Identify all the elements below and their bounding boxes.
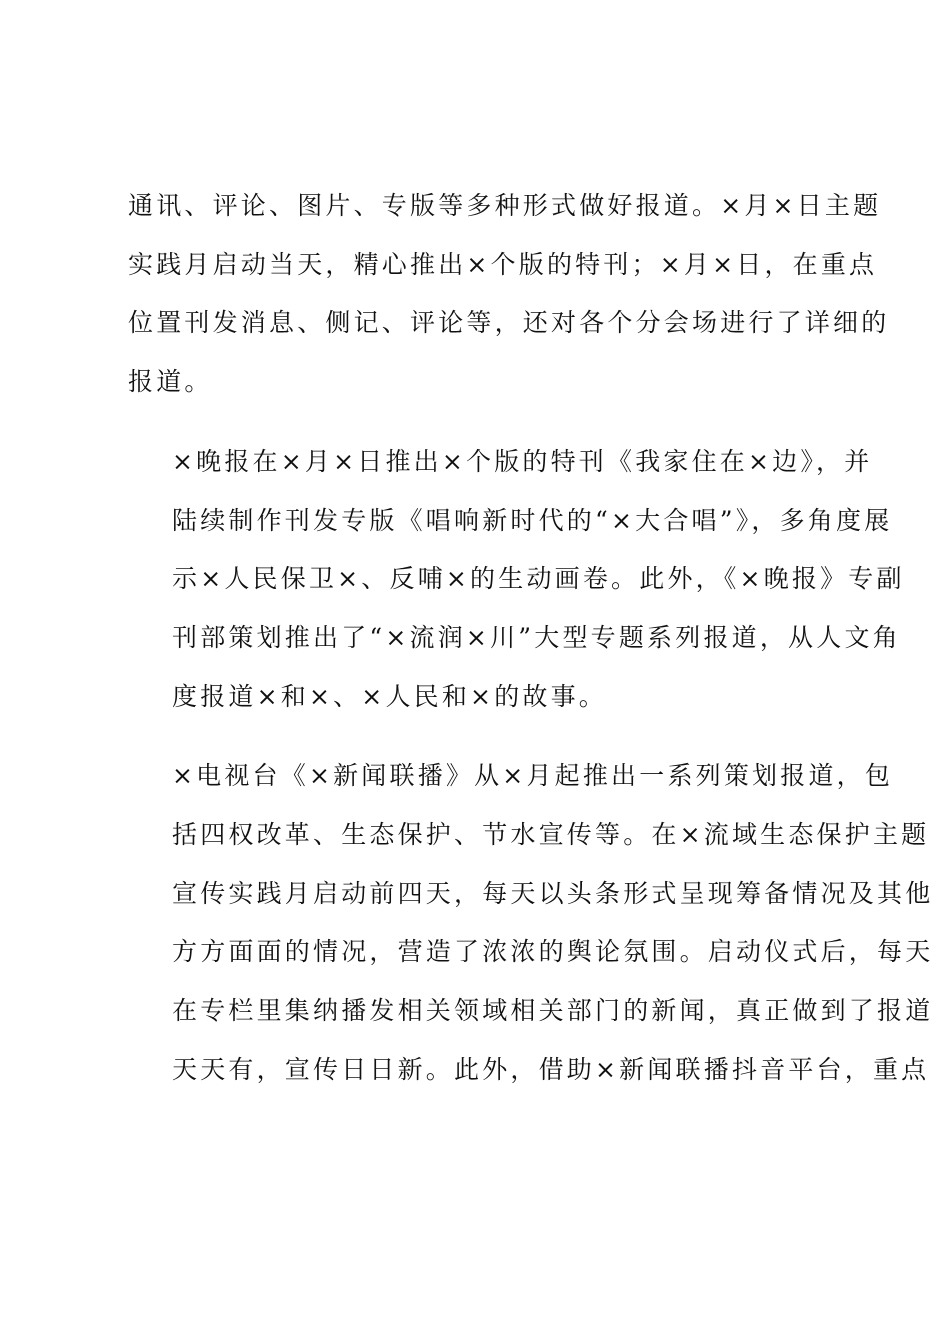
- paragraph-1: [128, 177, 890, 412]
- body-text: [128, 177, 934, 1100]
- text-line: ×晚报在×月×日推出×个版的特刊《我家住在×边》，并: [172, 446, 873, 476]
- text-line: 示×人民保卫×、反哺×的生动画卷。此外，《×晚报》专副: [172, 564, 905, 594]
- text-line: 天天有，宣传日日新。此外，借助×新闻联播抖音平台，重点: [172, 1054, 930, 1084]
- text-line: 通讯、评论、图片、专版等多种形式做好报道。×月×日主题: [128, 191, 882, 220]
- paragraph-2: [128, 433, 905, 727]
- paragraph-3: [128, 747, 934, 1099]
- text-line: 宣传实践月启动前四天，每天以头条形式呈现筹备情况及其他: [172, 878, 934, 908]
- text-line: 实践月启动当天，精心推出×个版的特刊；×月×日，在重点: [128, 249, 878, 279]
- text-line: ×电视台《×新闻联播》从×月起推出一系列策划报道，包: [172, 761, 894, 791]
- text-line: 在专栏里集纳播发相关领域相关部门的新闻，真正做到了报道: [172, 996, 934, 1026]
- text-line: 方方面面的情况，营造了浓浓的舆论氛围。启动仪式后，每天: [172, 937, 934, 967]
- text-line: 报道。: [128, 367, 213, 397]
- text-line: 陆续制作刊发专版《唱响新时代的“×大合唱”》，多角度展: [172, 505, 893, 535]
- text-line: 位置刊发消息、侧记、评论等，还对各个分会场进行了详细的: [128, 308, 890, 338]
- text-line: 刊部策划推出了“×流润×川”大型专题系列报道，从人文角: [172, 622, 901, 652]
- text-line: 度报道×和×、×人民和×的故事。: [172, 681, 607, 711]
- text-line: 括四权改革、生态保护、节水宣传等。在×流域生态保护主题: [172, 820, 930, 850]
